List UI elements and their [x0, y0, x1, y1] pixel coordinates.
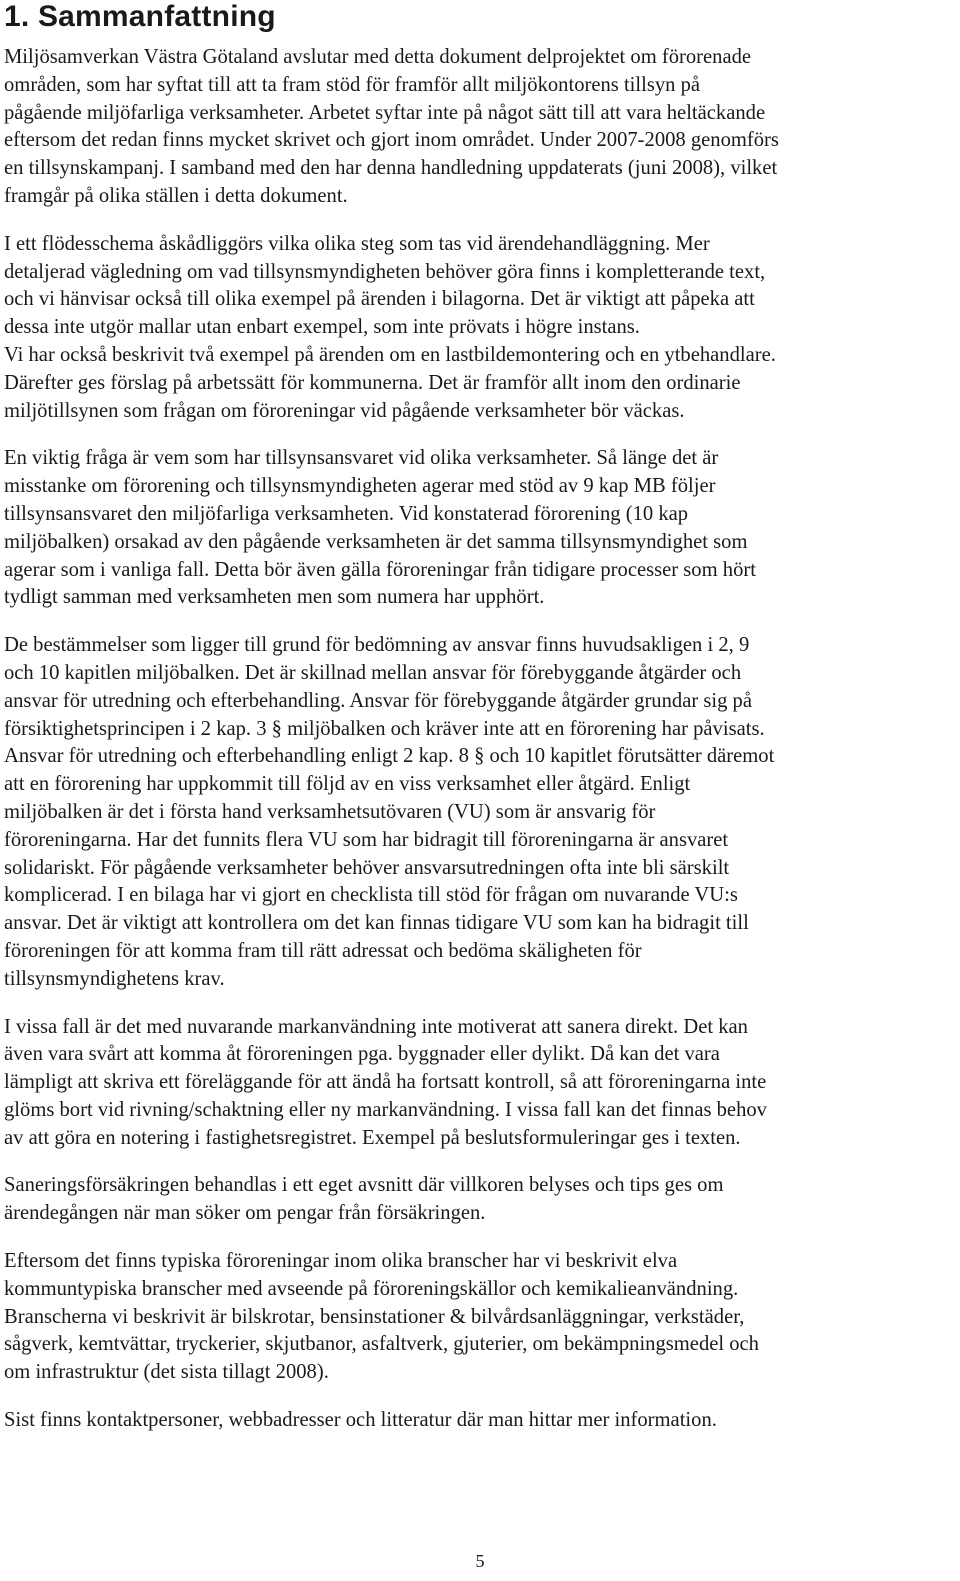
paragraph [4, 1407, 948, 1435]
text-line: sågverk, kemtvättar, tryckerier, skjutbanor, asfaltverk, gjuterier, om bekämpningsmedel och [4, 1333, 759, 1356]
paragraph [4, 231, 948, 426]
text-line: detaljerad vägledning om vad tillsynsmyndigheten behöver göra finns i kompletterande text, [4, 260, 766, 283]
text-line: och 10 kapitlen miljöbalken. Det är skillnad mellan ansvar för förebyggande åtgärder och [4, 661, 742, 684]
text-line: solidariskt. För pågående verksamheter behöver ansvarsutredningen ofta inte bli särskilt [4, 856, 730, 879]
text-line: föroreningarna. Har det funnits flera VU som har bidragit till föroreningarna är ansvaret [4, 828, 729, 851]
text-line: framgår på olika ställen i detta dokument. [4, 184, 348, 207]
text-line: Saneringsförsäkringen behandlas i ett eget avsnitt där villkoren belyses och tips ges om [4, 1174, 724, 1197]
text-line: glöms bort vid rivning/schaktning eller ny markanvändning. I vissa fall kan det finnas behov [4, 1098, 767, 1121]
section-heading: 1. Sammanfattning [4, 0, 276, 33]
text-line: misstanke om förorening och tillsynsmyndigheten agerar med stöd av 9 kap MB följer [4, 475, 716, 498]
text-line: områden, som har syftat till att ta fram stöd för framför allt miljökontorens tillsyn på [4, 73, 701, 96]
text-line: miljötillsynen som frågan om föroreningar vid pågående verksamheter bör väckas. [4, 399, 685, 422]
text-line: tillsynsmyndighetens krav. [4, 967, 225, 990]
text-line: komplicerad. I en bilaga har vi gjort en checklista till stöd för frågan om nuvarande VU:s [4, 884, 738, 907]
paragraph [4, 44, 948, 211]
text-line: Sist finns kontaktpersoner, webbadresser och litteratur där man hittar mer information. [4, 1409, 717, 1432]
paragraph [4, 632, 948, 993]
paragraph [4, 1014, 948, 1153]
text-line: Ansvar för utredning och efterbehandling enligt 2 kap. 8 § och 10 kapitlet förutsätter däremot [4, 745, 775, 768]
text-line: ansvar för utredning och efterbehandling. Ansvar för förebyggande åtgärder grundar sig på [4, 689, 752, 712]
page-number: 5 [475, 1551, 485, 1571]
text-line: pågående miljöfarliga verksamheter. Arbetet syftar inte på något sätt till att vara heltäckande [4, 101, 766, 124]
text-line: av att göra en notering i fastighetsregistret. Exempel på beslutsformuleringar ges i texten. [4, 1126, 741, 1149]
text-line: I vissa fall är det med nuvarande markanvändning inte motiverat att sanera direkt. Det kan [4, 1015, 748, 1038]
text-line: Därefter ges förslag på arbetssätt för kommunerna. Det är framför allt inom den ordinarie [4, 371, 741, 394]
text-line: lämpligt att skriva ett föreläggande för att ändå ha fortsatt kontroll, så att föroreningarna inte [4, 1071, 767, 1094]
text-line: En viktig fråga är vem som har tillsynsansvaret vid olika verksamheter. Så länge det är [4, 447, 719, 470]
text-line: Eftersom det finns typiska föroreningar inom olika branscher har vi beskrivit elva [4, 1250, 678, 1273]
text-line: även vara svårt att komma åt föroreningen pga. byggnader eller dylikt. Då kan det vara [4, 1043, 720, 1066]
text-line: försiktighetsprincipen i 2 kap. 3 § miljöbalken och kräver inte att en förorening har påvisats. [4, 717, 765, 740]
text-line: De bestämmelser som ligger till grund för bedömning av ansvar finns huvudsakligen i 2, 9 [4, 634, 750, 657]
text-line: och vi hänvisar också till olika exempel på ärenden i bilagorna. Det är viktigt att påpeka att [4, 288, 755, 311]
text-line: eftersom det redan finns mycket skrivet och gjort inom området. Under 2007-2008 genomförs [4, 129, 779, 152]
text-line: dessa inte utgör mallar utan enbart exempel, som inte prövats i högre instans. [4, 316, 640, 339]
body-text [4, 44, 948, 1435]
text-line: kommuntypiska branscher med avseende på föroreningskällor och kemikalieanvändning. [4, 1277, 739, 1300]
text-line: agerar som i vanliga fall. Detta bör även gälla föroreningar från tidigare processer som hört [4, 558, 756, 581]
paragraph [4, 1172, 948, 1228]
text-line: Miljösamverkan Västra Götaland avslutar med detta dokument delprojektet om förorenade [4, 46, 752, 68]
text-line: Vi har också beskrivit två exempel på ärenden om en lastbildemontering och en ytbehandlare. [4, 343, 776, 366]
text-line: ärendegången när man söker om pengar från försäkringen. [4, 1202, 486, 1225]
text-line: tydligt samman med verksamheten men som numera har upphört. [4, 586, 545, 609]
paragraph [4, 1248, 948, 1387]
text-line: miljöbalken) orsakad av den pågående verksamheten är det samma tillsynsmyndighet som [4, 530, 748, 553]
text-line: I ett flödesschema åskådliggörs vilka olika steg som tas vid ärendehandläggning. Mer [4, 232, 710, 255]
text-line: att en förorening har uppkommit till följd av en viss verksamhet eller åtgärd. Enligt [4, 773, 691, 796]
paragraph [4, 445, 948, 612]
text-line: Branscherna vi beskrivit är bilskrotar, bensinstationer & bilvårdsanläggningar, verkstäder, [4, 1305, 745, 1328]
text-line: föroreningen för att komma fram till rätt adressat och bedöma skäligheten för [4, 939, 642, 962]
text-line: miljöbalken är det i första hand verksamhetsutövaren (VU) som är ansvarig för [4, 800, 656, 823]
text-line: om infrastruktur (det sista tillagt 2008). [4, 1361, 329, 1384]
text-line: tillsynsansvaret den miljöfarliga verksamheten. Vid konstaterad förorening (10 kap [4, 502, 689, 525]
text-line: en tillsynskampanj. I samband med den har denna handledning uppdaterats (juni 2008), vilket [4, 157, 778, 180]
text-line: ansvar. Det är viktigt att kontrollera om det kan finnas tidigare VU som kan ha bidragit till [4, 912, 749, 935]
